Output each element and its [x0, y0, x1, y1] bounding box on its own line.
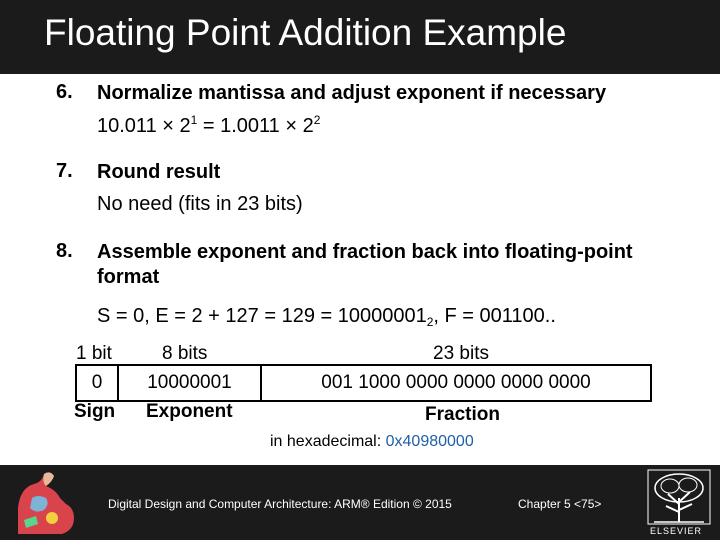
step-7-detail: No need (fits in 23 bits)	[97, 193, 303, 215]
hex-value: 0x40980000	[385, 433, 474, 450]
step-7-heading: Round result	[97, 161, 221, 183]
sign-field: 0	[75, 364, 119, 402]
fraction-size-label: 23 bits	[433, 343, 489, 364]
step-6-heading: Normalize mantissa and adjust exponent if necessary	[97, 82, 607, 104]
fraction-field: 001 1000 0000 0000 0000 0000	[260, 364, 652, 402]
exponent-name-label: Exponent	[146, 401, 233, 422]
hex-label: in hexadecimal:	[270, 433, 386, 450]
exponent-size-label: 8 bits	[162, 343, 208, 364]
hex-line	[270, 433, 474, 451]
footer-book-credit: Digital Design and Computer Architecture: ARM® Edition © 2015	[108, 497, 452, 511]
fraction-name-label: Fraction	[425, 404, 500, 425]
step-8-heading: Assemble exponent and fraction back into floating-point format	[97, 241, 633, 288]
elsevier-wordmark: ELSEVIER	[650, 526, 703, 536]
step-8-detail: S = 0, $E = 2 + 127 = 129 = 10000001_2$, F = 001100..	[97, 305, 556, 329]
sign-name-label: Sign	[74, 401, 116, 422]
footer-chapter: Chapter 5 <75>	[518, 497, 602, 511]
exponent-field: 10000001	[117, 364, 262, 402]
step-8-number: 8.	[56, 240, 73, 262]
step-6-number: 6.	[56, 81, 73, 103]
flexed-arm-logo-icon	[8, 468, 80, 538]
step-6-detail: $10.011 \times 2^1 = 1.0011 \times 2^2$	[97, 113, 321, 137]
sign-size-label: 1 bit	[76, 343, 112, 364]
step-7-number: 7.	[56, 160, 73, 182]
slide-title: Floating Point Addition Example	[44, 12, 567, 53]
